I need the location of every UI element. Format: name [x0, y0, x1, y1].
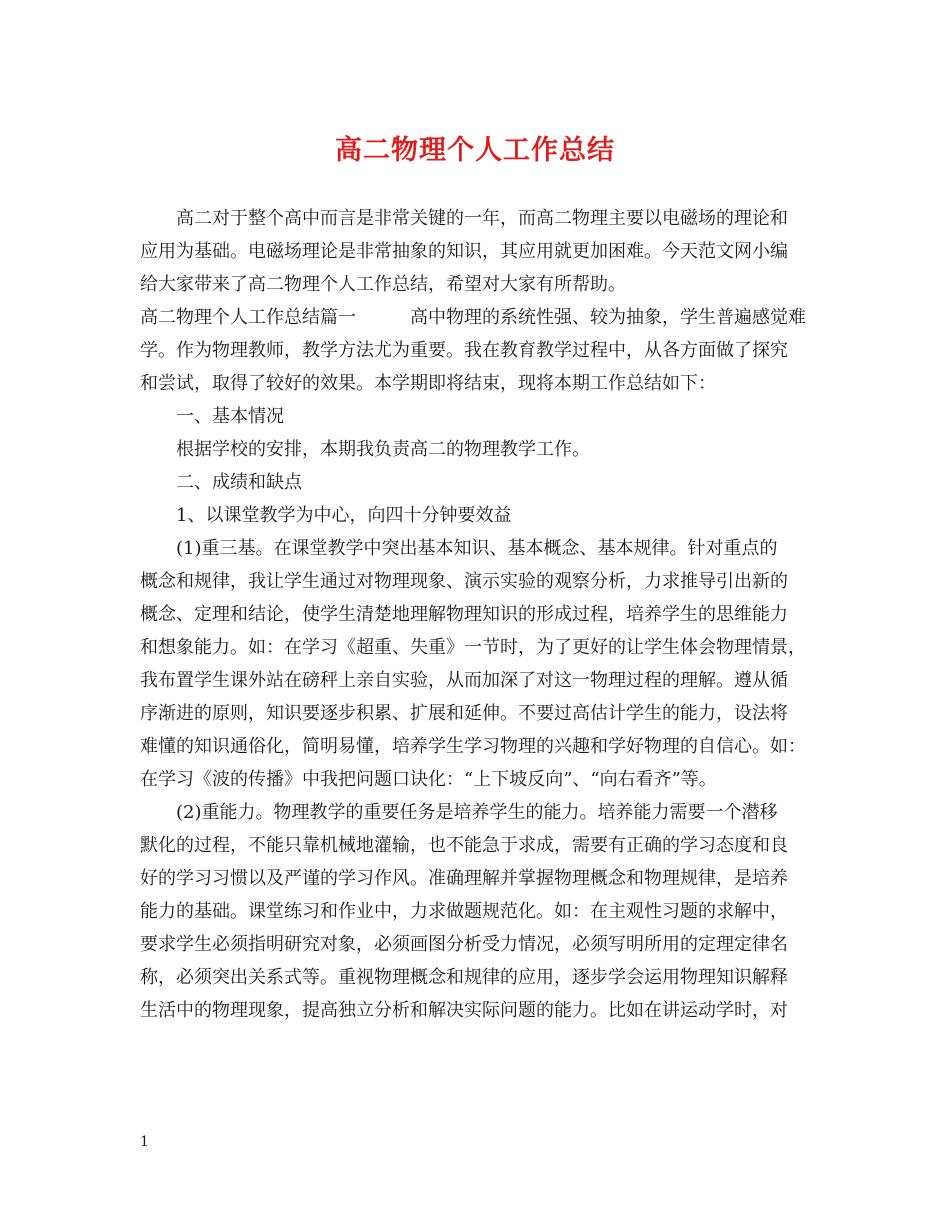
text-line: 高二对于整个高中而言是非常关键的一年，而高二物理主要以电磁场的理论和	[140, 208, 788, 229]
text-line: 和尝试，取得了较好的效果。本学期即将结束，现将本期工作总结如下：	[140, 373, 716, 394]
text-line: 给大家带来了高二物理个人工作总结，希望对大家有所帮助。	[140, 274, 626, 295]
text-line: 难懂的知识通俗化，简明易懂，培养学生学习物理的兴趣和学好物理的自信心。如：	[140, 736, 806, 757]
text-line: 高二物理个人工作总结篇一 高中物理的系统性强、较为抽象，学生普遍感觉难	[140, 307, 806, 328]
text-line: 默化的过程，不能只靠机械地灌输，也不能急于求成，需要有正确的学习态度和良	[140, 835, 788, 856]
page-number: 1	[140, 1134, 149, 1150]
text-line: 和想象能力。如：在学习《超重、失重》一节时，为了更好的让学生体会物理情景，	[140, 637, 806, 658]
text-line: 1、以课堂教学为中心，向四十分钟要效益	[140, 505, 512, 526]
text-line: 一、基本情况	[140, 406, 284, 427]
text-line: (2)重能力。物理教学的重要任务是培养学生的能力。培养能力需要一个潜移	[140, 802, 778, 823]
text-line: 概念、定理和结论，使学生清楚地理解物理知识的形成过程，培养学生的思维能力	[140, 604, 788, 625]
text-line: 称，必须突出关系式等。重视物理概念和规律的应用，逐步学会运用物理知识解释	[140, 967, 788, 988]
text-line: 要求学生必须指明研究对象，必须画图分析受力情况，必须写明所用的定理定律名	[140, 934, 788, 955]
text-line: 我布置学生课外站在磅秤上亲自实验，从而加深了对这一物理过程的理解。遵从循	[140, 670, 788, 691]
text-line: 概念和规律，我让学生通过对物理现象、演示实验的观察分析，力求推导引出新的	[140, 571, 788, 592]
text-line: 学。作为物理教师，教学方法尤为重要。我在教育教学过程中，从各方面做了探究	[140, 340, 788, 361]
text-line: 二、成绩和缺点	[140, 472, 302, 493]
text-line: 应用为基础。电磁场理论是非常抽象的知识，其应用就更加困难。今天范文网小编	[140, 241, 788, 262]
document-title: 高二物理个人工作总结	[335, 135, 615, 166]
text-line: 生活中的物理现象，提高独立分析和解决实际问题的能力。比如在讲运动学时，对	[140, 1000, 788, 1021]
text-line: (1)重三基。在课堂教学中突出基本知识、基本概念、基本规律。针对重点的	[140, 538, 778, 559]
text-line: 序渐进的原则，知识要逐步积累、扩展和延伸。不要过高估计学生的能力，设法将	[140, 703, 788, 724]
text-line: 能力的基础。课堂练习和作业中，力求做题规范化。如：在主观性习题的求解中，	[140, 901, 788, 922]
text-line: 在学习《波的传播》中我把问题口诀化：“上下坡反向”、“向右看齐”等。	[140, 769, 717, 790]
text-line: 好的学习习惯以及严谨的学习作风。准确理解并掌握物理概念和物理规律，是培养	[140, 868, 788, 889]
document-body	[140, 202, 816, 1027]
text-line: 根据学校的安排，本期我负责高二的物理教学工作。	[140, 439, 590, 460]
